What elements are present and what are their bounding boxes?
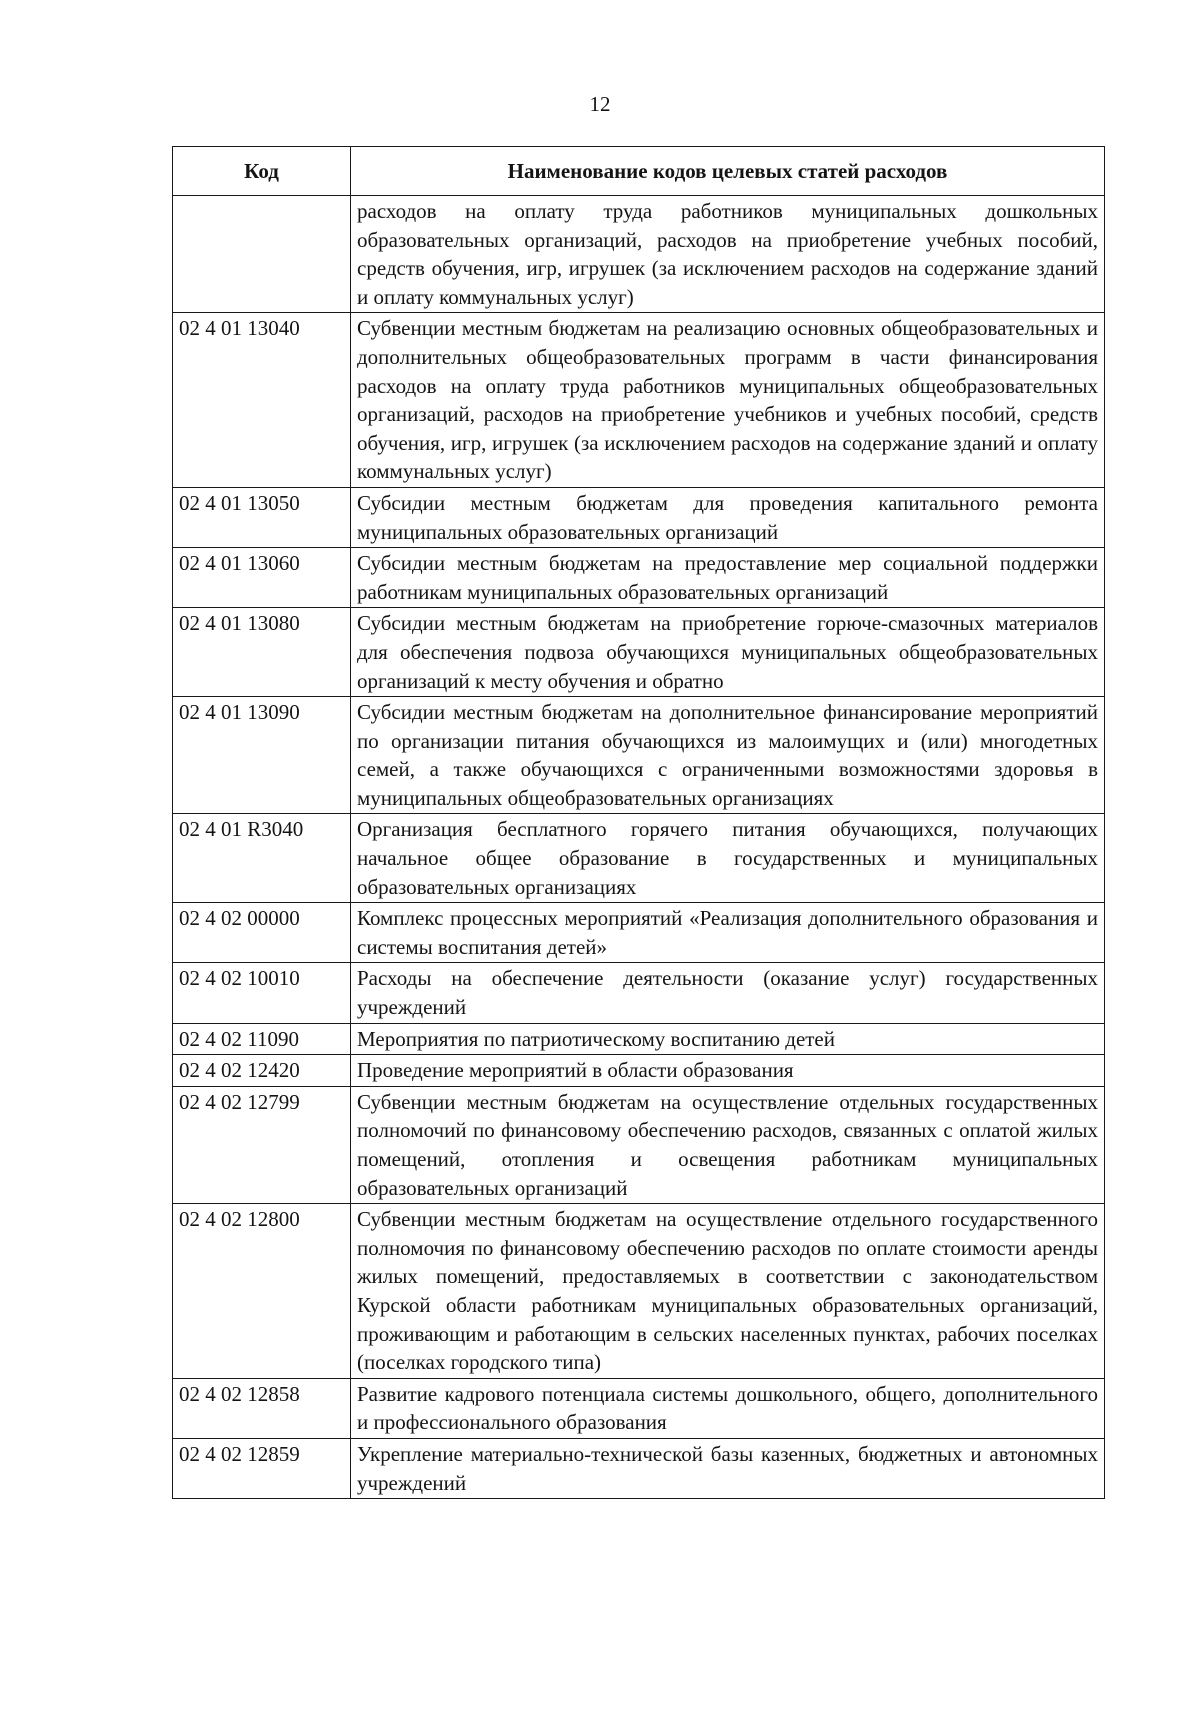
row-code: 02 4 02 11090 — [173, 1023, 351, 1055]
target-codes-table — [172, 146, 1105, 1499]
row-name: расходов на оплату труда работников муниципальных дошкольных образовательных организаций, расходов на приобретение учебных пособий, средств обучения, игр, игрушек (за исключением расходов на содержание зданий и оплату коммунальных услуг) — [351, 196, 1105, 313]
row-code: 02 4 01 13060 — [173, 548, 351, 608]
table-row — [173, 1438, 1105, 1498]
page-number: 12 — [589, 92, 611, 116]
table-row — [173, 608, 1105, 697]
row-code: 02 4 01 R3040 — [173, 814, 351, 903]
row-code: 02 4 02 12858 — [173, 1378, 351, 1438]
row-code: 02 4 01 13050 — [173, 487, 351, 547]
row-name: Расходы на обеспечение деятельности (оказание услуг) государственных учреждений — [351, 963, 1105, 1023]
table-row — [173, 1378, 1105, 1438]
table-row — [173, 196, 1105, 313]
row-code: 02 4 01 13040 — [173, 313, 351, 488]
row-name: Проведение мероприятий в области образования — [351, 1055, 1105, 1087]
row-code: 02 4 02 10010 — [173, 963, 351, 1023]
row-name: Субсидии местным бюджетам на приобретение горюче-смазочных материалов для обеспечения подвоза обучающихся муниципальных общеобразовательных организаций к месту обучения и обратно — [351, 608, 1105, 697]
table-row — [173, 1055, 1105, 1087]
table-row — [173, 313, 1105, 488]
row-name: Субсидии местным бюджетам на дополнительное финансирование мероприятий по организации питания обучающихся из малоимущих и (или) многодетных семей, а также обучающихся с ограниченными возможностями здоровья в муниципальных общеобразовательных организациях — [351, 697, 1105, 814]
table-row — [173, 1204, 1105, 1379]
row-code: 02 4 01 13090 — [173, 697, 351, 814]
table-row — [173, 814, 1105, 903]
row-code: 02 4 02 12800 — [173, 1204, 351, 1379]
row-name: Мероприятия по патриотическому воспитанию детей — [351, 1023, 1105, 1055]
row-name: Организация бесплатного горячего питания обучающихся, получающих начальное общее образование в государственных и муниципальных образовательных организациях — [351, 814, 1105, 903]
row-name: Развитие кадрового потенциала системы дошкольного, общего, дополнительного и профессионального образования — [351, 1378, 1105, 1438]
table-row — [173, 903, 1105, 963]
row-name: Субсидии местным бюджетам на предоставление мер социальной поддержки работникам муниципальных образовательных организаций — [351, 548, 1105, 608]
table-row — [173, 963, 1105, 1023]
row-code: 02 4 02 12799 — [173, 1086, 351, 1203]
row-name: Субвенции местным бюджетам на осуществление отдельного государственного полномочия по финансовому обеспечению расходов по оплате стоимости аренды жилых помещений, предоставляемых в соответствии с законодательством Курской области работникам муниципальных образовательных организаций, проживающим и работающим в сельских населенных пунктах, рабочих поселках (поселках городского типа) — [351, 1204, 1105, 1379]
table-row — [173, 548, 1105, 608]
table-header-row — [173, 147, 1105, 196]
row-name: Укрепление материально-технической базы казенных, бюджетных и автономных учреждений — [351, 1438, 1105, 1498]
table-row — [173, 1023, 1105, 1055]
row-name: Комплекс процессных мероприятий «Реализация дополнительного образования и системы воспитания детей» — [351, 903, 1105, 963]
row-code: 02 4 02 12859 — [173, 1438, 351, 1498]
row-name: Субсидии местным бюджетам для проведения капитального ремонта муниципальных образовательных организаций — [351, 487, 1105, 547]
row-code: 02 4 02 12420 — [173, 1055, 351, 1087]
row-name: Субвенции местным бюджетам на реализацию основных общеобразовательных и дополнительных общеобразовательных программ в части финансирования расходов на оплату труда работников муниципальных общеобразовательных организаций, расходов на приобретение учебников и учебных пособий, средств обучения, игр, игрушек (за исключением расходов на содержание зданий и оплату коммунальных услуг) — [351, 313, 1105, 488]
row-code: 02 4 01 13080 — [173, 608, 351, 697]
row-code: 02 4 02 00000 — [173, 903, 351, 963]
table-row — [173, 487, 1105, 547]
table-row — [173, 697, 1105, 814]
row-code — [173, 196, 351, 313]
header-name: Наименование кодов целевых статей расходов — [351, 147, 1105, 196]
header-code: Код — [173, 147, 351, 196]
row-name: Субвенции местным бюджетам на осуществление отдельных государственных полномочий по финансовому обеспечению расходов, связанных с оплатой жилых помещений, отопления и освещения работникам муниципальных образовательных организаций — [351, 1086, 1105, 1203]
table-row — [173, 1086, 1105, 1203]
